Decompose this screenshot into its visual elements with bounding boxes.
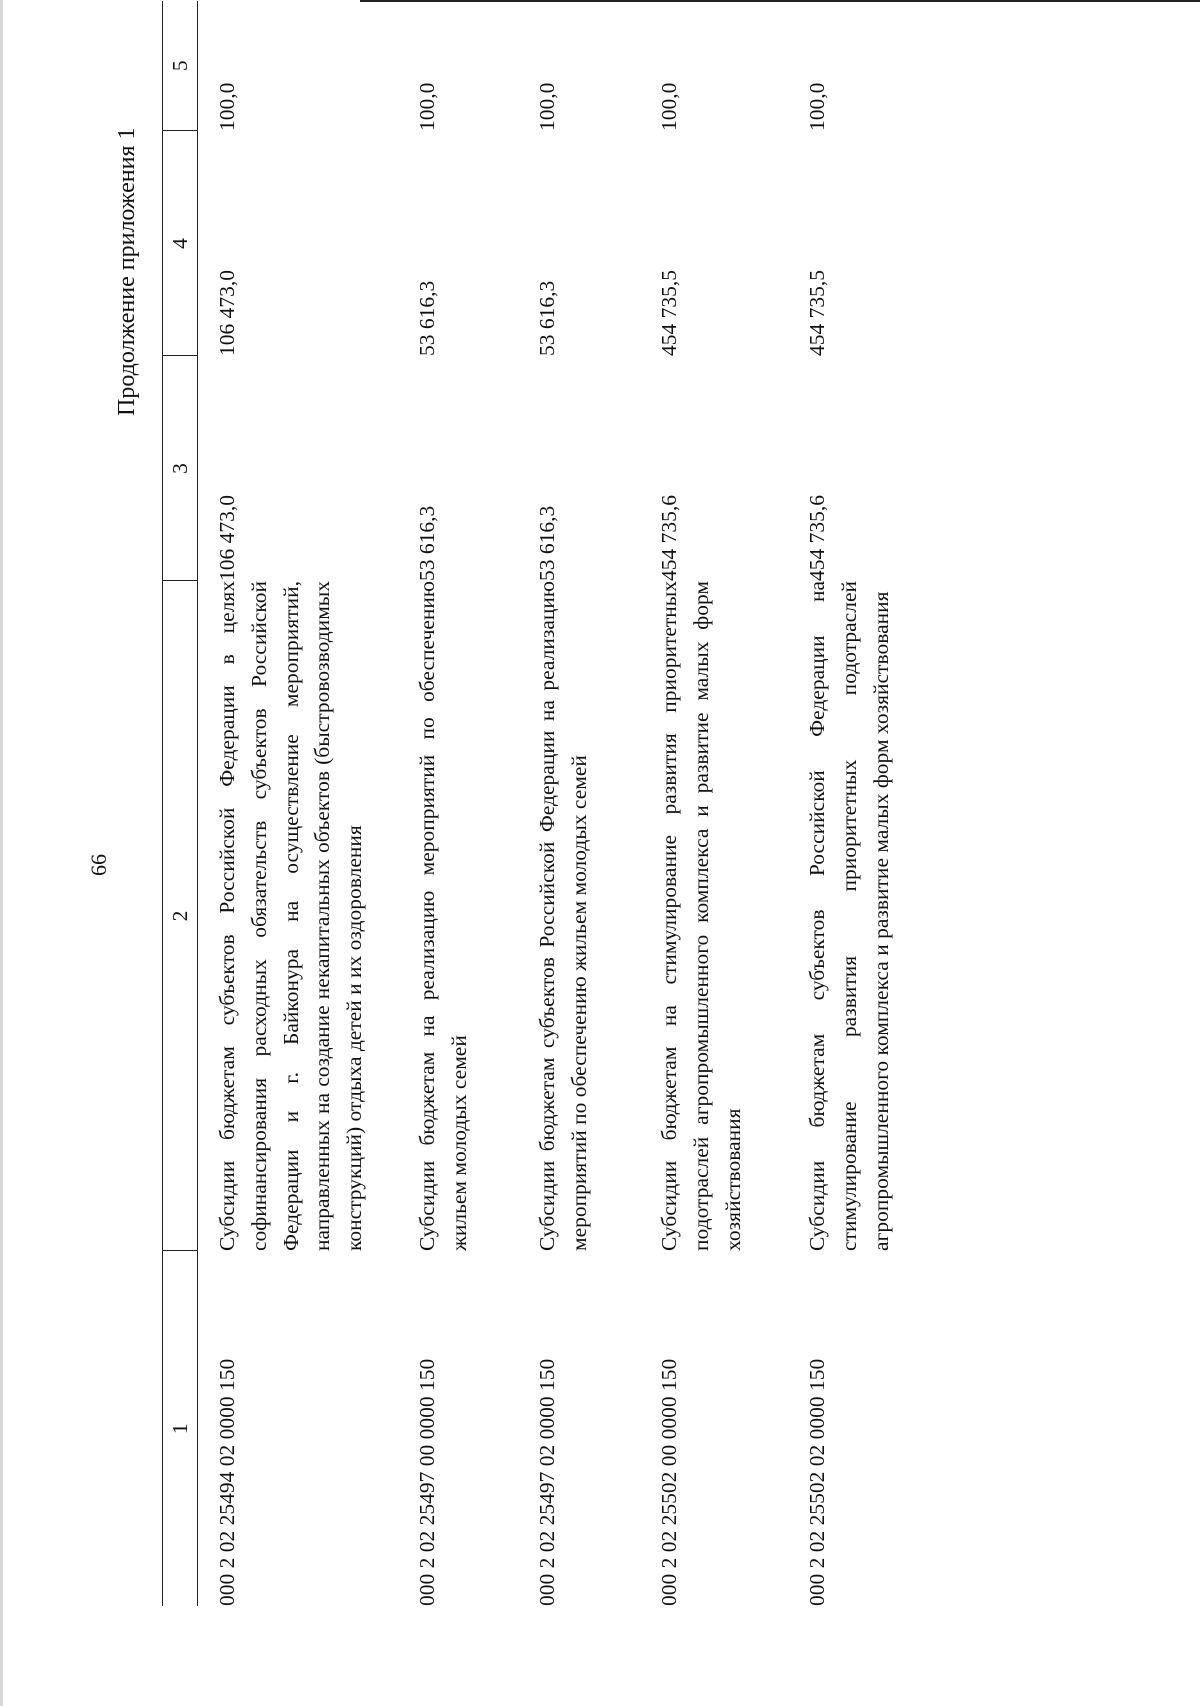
- value-col5: 100,0: [535, 82, 559, 131]
- value-col5: 100,0: [657, 82, 681, 131]
- budget-code: 000 2 02 25497 00 0000 150: [415, 1358, 439, 1606]
- value-col3: 53 616,3: [415, 505, 439, 581]
- value-col4: 106 473,0: [215, 270, 239, 356]
- column-header-1: 1: [163, 1251, 198, 1606]
- column-header-5: 5: [163, 1, 198, 131]
- budget-table: [162, 1, 942, 1606]
- value-col4: 454 735,5: [805, 270, 829, 356]
- row-description: Субсидии бюджетам на стимулирование развития приоритетных подотраслей агропромышленного комплекса и развитие малых форм хозяйствования: [657, 581, 745, 1251]
- column-header-3: 3: [163, 356, 198, 581]
- row-description: Субсидии бюджетам на реализацию мероприятий по обеспечению жильем молодых семей: [415, 581, 471, 1251]
- row-description: Субсидии бюджетам субъектов Российской Федерации на реализацию мероприятий по обеспечению жильем молодых семей: [535, 581, 591, 1251]
- value-col3: 454 735,6: [657, 495, 681, 581]
- row-description: Субсидии бюджетам субъектов Российской Федерации на стимулирование развития приоритетных подотраслей агропромышленного комплекса и развитие малых форм хозяйствования: [805, 581, 893, 1251]
- table-row: [518, 1, 640, 1606]
- budget-code: 000 2 02 25502 02 0000 150: [805, 1358, 829, 1606]
- value-col5: 100,0: [215, 82, 239, 131]
- column-header-2: 2: [163, 581, 198, 1251]
- budget-code: 000 2 02 25502 00 0000 150: [657, 1358, 681, 1606]
- value-col4: 53 616,3: [415, 280, 439, 356]
- table-row: [398, 1, 518, 1606]
- column-header-4: 4: [163, 131, 198, 356]
- appendix-label: Продолжение приложения 1: [114, 127, 140, 416]
- table-row: [640, 1, 788, 1606]
- table-row: [788, 1, 942, 1606]
- value-col3: 53 616,3: [535, 505, 559, 581]
- table-header-row: [163, 1, 198, 1606]
- value-col3: 106 473,0: [215, 495, 239, 581]
- value-col3: 454 735,6: [805, 495, 829, 581]
- page-number: 66: [86, 854, 111, 876]
- table-row: [198, 1, 399, 1606]
- budget-code: 000 2 02 25497 02 0000 150: [535, 1358, 559, 1606]
- row-description: Субсидии бюджетам субъектов Российской Федерации в целях софинансирования расходных обязательств субъектов Российской Федерации и г. Байконура на осуществление мероприятий, направленных на создание некапитальных объектов (быстровозводимых конструкций) отдыха детей и их оздоровления: [215, 581, 367, 1251]
- value-col4: 454 735,5: [657, 270, 681, 356]
- value-col5: 100,0: [415, 82, 439, 131]
- value-col5: 100,0: [805, 82, 829, 131]
- budget-code: 000 2 02 25494 02 0000 150: [215, 1358, 239, 1606]
- value-col4: 53 616,3: [535, 280, 559, 356]
